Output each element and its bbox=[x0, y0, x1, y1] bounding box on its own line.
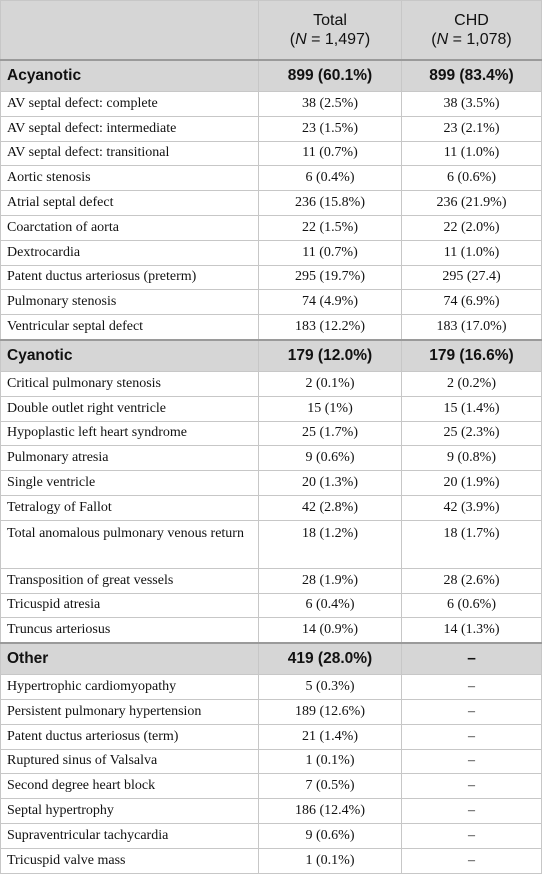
total-value: 25 (1.7%) bbox=[259, 421, 402, 446]
category-row bbox=[1, 643, 542, 675]
table-row bbox=[1, 265, 542, 290]
chd-value: 9 (0.8%) bbox=[402, 446, 542, 471]
category-chd: 899 (83.4%) bbox=[402, 60, 542, 92]
total-value: 7 (0.5%) bbox=[259, 774, 402, 799]
header-chd-n: (N = 1,078) bbox=[431, 31, 512, 48]
table-row bbox=[1, 699, 542, 724]
category-label: Other bbox=[1, 643, 259, 675]
total-value: 42 (2.8%) bbox=[259, 495, 402, 520]
defect-label: Dextrocardia bbox=[1, 240, 259, 265]
chd-value: 38 (3.5%) bbox=[402, 92, 542, 117]
chd-value: 20 (1.9%) bbox=[402, 471, 542, 496]
total-value: 38 (2.5%) bbox=[259, 92, 402, 117]
defect-label: Coarctation of aorta bbox=[1, 215, 259, 240]
header-chd-title: CHD bbox=[454, 12, 489, 29]
total-value: 186 (12.4%) bbox=[259, 799, 402, 824]
table-row bbox=[1, 116, 542, 141]
table-row bbox=[1, 675, 542, 700]
table-row bbox=[1, 371, 542, 396]
chd-value: 23 (2.1%) bbox=[402, 116, 542, 141]
table-row bbox=[1, 593, 542, 618]
chd-value: – bbox=[402, 848, 542, 873]
chd-value: 14 (1.3%) bbox=[402, 618, 542, 643]
defect-label: Aortic stenosis bbox=[1, 166, 259, 191]
defect-label: Tricuspid valve mass bbox=[1, 848, 259, 873]
total-value: 183 (12.2%) bbox=[259, 315, 402, 340]
table-row bbox=[1, 446, 542, 471]
table-row bbox=[1, 166, 542, 191]
chd-value: 236 (21.9%) bbox=[402, 191, 542, 216]
total-value: 1 (0.1%) bbox=[259, 848, 402, 873]
defect-label: Atrial septal defect bbox=[1, 191, 259, 216]
table-header bbox=[1, 1, 542, 61]
table-row bbox=[1, 520, 542, 568]
total-value: 2 (0.1%) bbox=[259, 371, 402, 396]
header-row bbox=[1, 1, 542, 61]
table-row bbox=[1, 618, 542, 643]
chd-value: – bbox=[402, 799, 542, 824]
defect-label: Ventricular septal defect bbox=[1, 315, 259, 340]
header-chd bbox=[402, 1, 542, 61]
table-row bbox=[1, 92, 542, 117]
total-value: 28 (1.9%) bbox=[259, 568, 402, 593]
category-row bbox=[1, 340, 542, 372]
chd-value: – bbox=[402, 699, 542, 724]
total-value: 9 (0.6%) bbox=[259, 446, 402, 471]
table-row bbox=[1, 141, 542, 166]
defect-label: Septal hypertrophy bbox=[1, 799, 259, 824]
total-value: 236 (15.8%) bbox=[259, 191, 402, 216]
category-chd: 179 (16.6%) bbox=[402, 340, 542, 372]
defect-label: Hypertrophic cardiomyopathy bbox=[1, 675, 259, 700]
defect-label: Critical pulmonary stenosis bbox=[1, 371, 259, 396]
table-row bbox=[1, 471, 542, 496]
chd-value: 74 (6.9%) bbox=[402, 290, 542, 315]
defect-label: Single ventricle bbox=[1, 471, 259, 496]
category-chd: – bbox=[402, 643, 542, 675]
total-value: 1 (0.1%) bbox=[259, 749, 402, 774]
defect-label: AV septal defect: transitional bbox=[1, 141, 259, 166]
table-row bbox=[1, 799, 542, 824]
chd-value: – bbox=[402, 823, 542, 848]
total-value: 15 (1%) bbox=[259, 396, 402, 421]
defect-label: Persistent pulmonary hypertension bbox=[1, 699, 259, 724]
total-value: 295 (19.7%) bbox=[259, 265, 402, 290]
total-value: 14 (0.9%) bbox=[259, 618, 402, 643]
total-value: 189 (12.6%) bbox=[259, 699, 402, 724]
defect-label: Total anomalous pulmonary venous return bbox=[1, 520, 259, 568]
category-total: 179 (12.0%) bbox=[259, 340, 402, 372]
table-row bbox=[1, 724, 542, 749]
chd-value: – bbox=[402, 675, 542, 700]
defect-label: AV septal defect: complete bbox=[1, 92, 259, 117]
total-value: 18 (1.2%) bbox=[259, 520, 402, 568]
total-value: 74 (4.9%) bbox=[259, 290, 402, 315]
total-value: 6 (0.4%) bbox=[259, 593, 402, 618]
defect-label: Patent ductus arteriosus (preterm) bbox=[1, 265, 259, 290]
chd-value: 42 (3.9%) bbox=[402, 495, 542, 520]
header-total bbox=[259, 1, 402, 61]
header-total-title: Total bbox=[313, 12, 347, 29]
table-row bbox=[1, 215, 542, 240]
total-value: 11 (0.7%) bbox=[259, 240, 402, 265]
chd-value: 25 (2.3%) bbox=[402, 421, 542, 446]
table-row bbox=[1, 495, 542, 520]
chd-value: 6 (0.6%) bbox=[402, 166, 542, 191]
total-value: 6 (0.4%) bbox=[259, 166, 402, 191]
chd-value: 28 (2.6%) bbox=[402, 568, 542, 593]
defect-label: Hypoplastic left heart syndrome bbox=[1, 421, 259, 446]
total-value: 20 (1.3%) bbox=[259, 471, 402, 496]
chd-value: 15 (1.4%) bbox=[402, 396, 542, 421]
table-row bbox=[1, 396, 542, 421]
chd-value: 2 (0.2%) bbox=[402, 371, 542, 396]
table-row bbox=[1, 823, 542, 848]
table-row bbox=[1, 848, 542, 873]
table-row bbox=[1, 749, 542, 774]
defect-label: Truncus arteriosus bbox=[1, 618, 259, 643]
defect-label: Supraventricular tachycardia bbox=[1, 823, 259, 848]
chd-value: 18 (1.7%) bbox=[402, 520, 542, 568]
defect-label: Tricuspid atresia bbox=[1, 593, 259, 618]
chd-value: 183 (17.0%) bbox=[402, 315, 542, 340]
defect-label: Double outlet right ventricle bbox=[1, 396, 259, 421]
table-row bbox=[1, 421, 542, 446]
defect-label: Pulmonary stenosis bbox=[1, 290, 259, 315]
header-total-n: (N = 1,497) bbox=[289, 31, 371, 48]
table-row bbox=[1, 774, 542, 799]
defect-label: Ruptured sinus of Valsalva bbox=[1, 749, 259, 774]
defect-label: Transposition of great vessels bbox=[1, 568, 259, 593]
table-row bbox=[1, 240, 542, 265]
table-row bbox=[1, 315, 542, 340]
category-label: Cyanotic bbox=[1, 340, 259, 372]
header-blank bbox=[1, 1, 259, 61]
category-label: Acyanotic bbox=[1, 60, 259, 92]
total-value: 21 (1.4%) bbox=[259, 724, 402, 749]
table-row bbox=[1, 191, 542, 216]
chd-value: 22 (2.0%) bbox=[402, 215, 542, 240]
table-body bbox=[1, 60, 542, 873]
chd-value: – bbox=[402, 724, 542, 749]
chd-value: 6 (0.6%) bbox=[402, 593, 542, 618]
total-value: 22 (1.5%) bbox=[259, 215, 402, 240]
table-row bbox=[1, 568, 542, 593]
chd-value: 295 (27.4) bbox=[402, 265, 542, 290]
defect-label: Pulmonary atresia bbox=[1, 446, 259, 471]
table-row bbox=[1, 290, 542, 315]
defect-label: AV septal defect: intermediate bbox=[1, 116, 259, 141]
total-value: 9 (0.6%) bbox=[259, 823, 402, 848]
defect-label: Second degree heart block bbox=[1, 774, 259, 799]
total-value: 5 (0.3%) bbox=[259, 675, 402, 700]
category-total: 419 (28.0%) bbox=[259, 643, 402, 675]
defect-label: Tetralogy of Fallot bbox=[1, 495, 259, 520]
total-value: 11 (0.7%) bbox=[259, 141, 402, 166]
chd-value: – bbox=[402, 749, 542, 774]
category-row bbox=[1, 60, 542, 92]
category-total: 899 (60.1%) bbox=[259, 60, 402, 92]
chd-value: – bbox=[402, 774, 542, 799]
total-value: 23 (1.5%) bbox=[259, 116, 402, 141]
defect-label: Patent ductus arteriosus (term) bbox=[1, 724, 259, 749]
chd-value: 11 (1.0%) bbox=[402, 141, 542, 166]
chd-value: 11 (1.0%) bbox=[402, 240, 542, 265]
